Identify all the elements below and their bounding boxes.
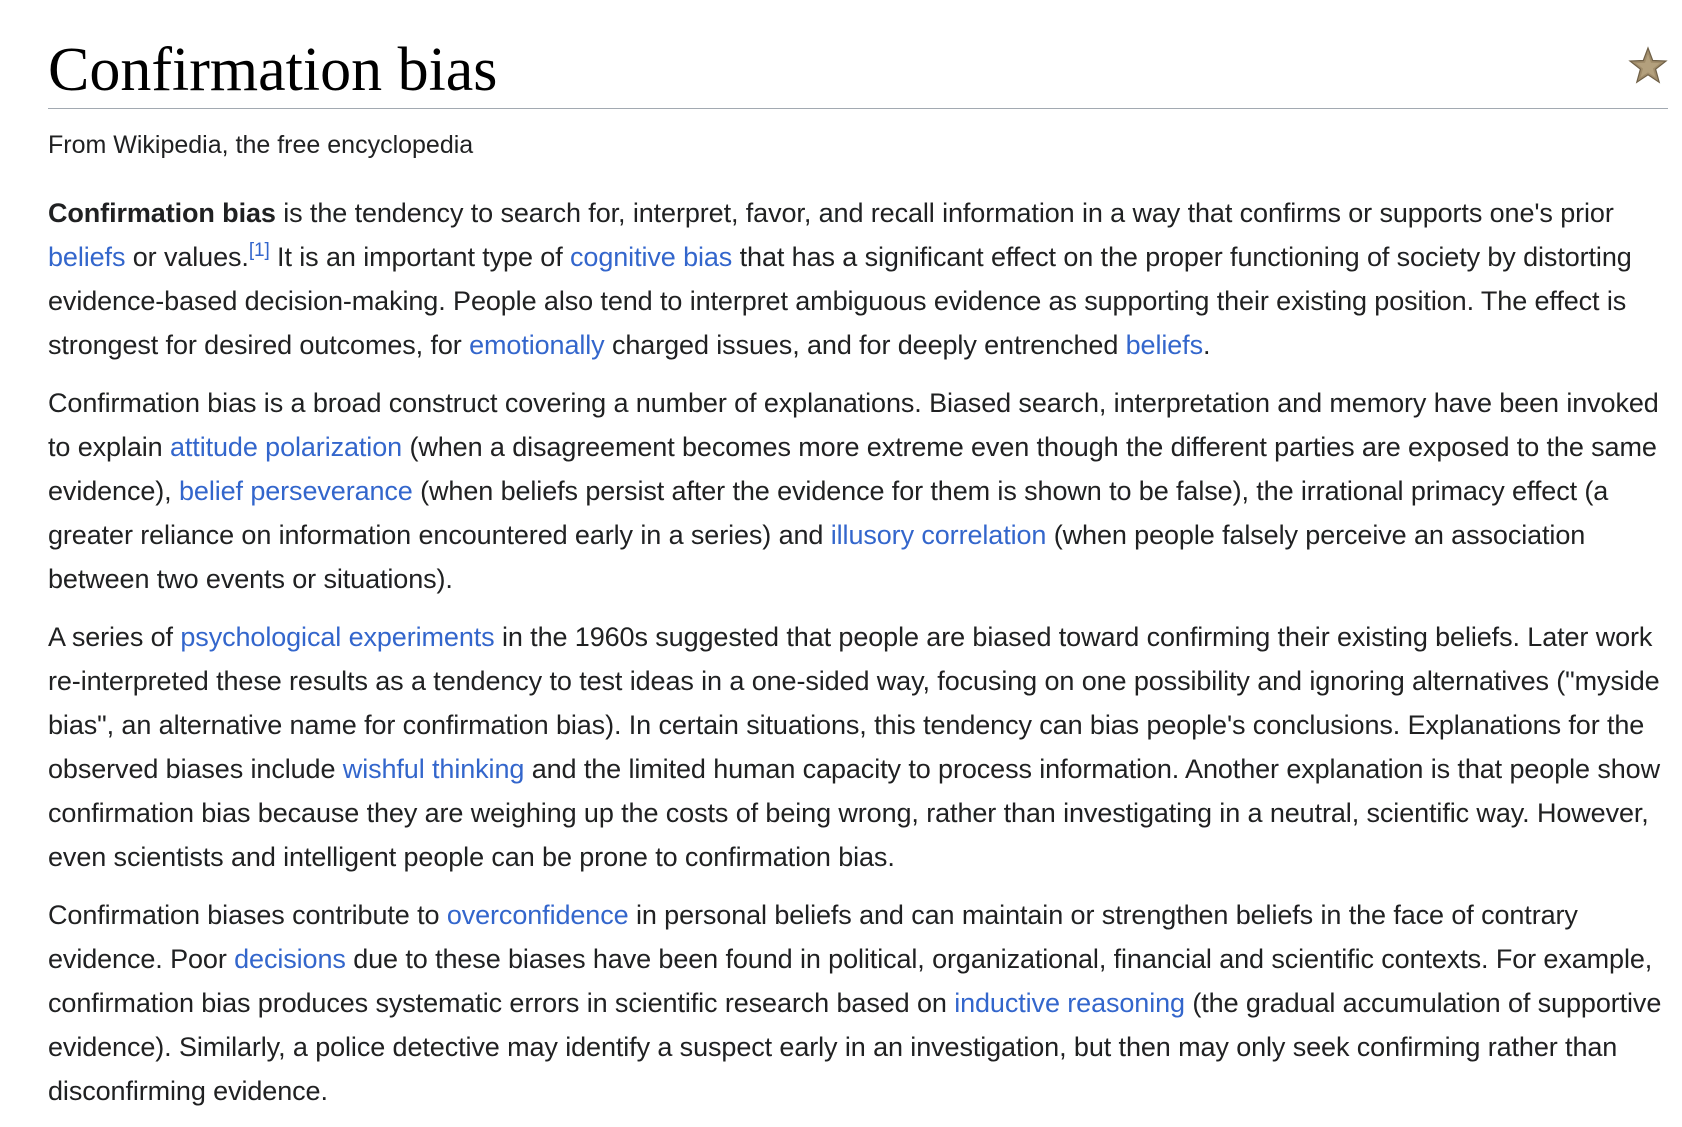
article-body [48, 191, 1668, 1113]
body-text: (when a disagreement becomes more extreme even though the different parties are exposed to the same evidence), [48, 432, 1657, 506]
article-page [48, 0, 1668, 1127]
wiki-link[interactable]: emotionally [469, 330, 605, 360]
body-text: Confirmation biases contribute to [48, 900, 447, 930]
wiki-link[interactable]: illusory correlation [830, 520, 1047, 550]
body-text: or values. [125, 242, 249, 272]
body-text: and the limited human capacity to process information. Another explanation is that people show confirmation bias because they are weighing up the costs of being wrong, rather than investigating in a neutral, scientific way. However, even scientists and intelligent people can be prone to confirmation bias. [48, 754, 1660, 872]
body-text: that has a significant effect on the proper functioning of society by distorting evidence-based decision-making. People also tend to interpret ambiguous evidence as supporting their existing position. The effect is strongest for desired outcomes, for [48, 242, 1632, 360]
wiki-link[interactable]: decisions [234, 944, 346, 974]
wiki-link[interactable]: wishful thinking [342, 754, 525, 784]
body-text: Confirmation bias is a broad construct covering a number of explanations. Biased search, interpretation and memory have been invoked to explain [48, 388, 1659, 462]
paragraph [48, 615, 1668, 879]
body-text: A series of [48, 622, 181, 652]
body-text: (when people falsely perceive an association between two events or situations). [48, 520, 1586, 594]
body-text: (the gradual accumulation of supportive evidence). Similarly, a police detective may identify a suspect early in an investigation, but then may only seek confirming rather than disconfirming evidence. [48, 988, 1662, 1106]
body-text: in personal beliefs and can maintain or strengthen beliefs in the face of contrary evidence. Poor [48, 900, 1578, 974]
wiki-link[interactable]: beliefs [1125, 330, 1203, 360]
wiki-link[interactable]: psychological experiments [180, 622, 495, 652]
paragraph [48, 381, 1668, 601]
citation-link[interactable]: [1] [248, 240, 270, 261]
wiki-link[interactable]: overconfidence [446, 900, 629, 930]
body-text: It is an important type of [269, 242, 571, 272]
wiki-link[interactable]: beliefs [48, 242, 126, 272]
body-text: . [1203, 330, 1211, 360]
wiki-link[interactable]: inductive reasoning [954, 988, 1185, 1018]
wiki-link[interactable]: cognitive bias [570, 242, 733, 272]
body-text: is the tendency to search for, interpret, favor, and recall information in a way that confirms or supports one's prior [275, 198, 1614, 228]
title-row [48, 0, 1668, 109]
paragraph [48, 893, 1668, 1113]
bold-term: Confirmation bias [48, 198, 276, 228]
page-title: Confirmation bias [48, 36, 498, 104]
site-tagline: From Wikipedia, the free encyclopedia [48, 131, 474, 159]
body-text: charged issues, and for deeply entrenched [604, 330, 1126, 360]
body-text: in the 1960s suggested that people are biased toward confirming their existing beliefs. Later work re-interpreted these results as a tendency to test ideas in a one-sided way, focusing on one possibility and ignoring alternatives ("myside bias", an alternative name for confirmation bias). In certain situations, this tendency can bias people's conclusions. Explanations for the observed biases include [48, 622, 1660, 784]
paragraph [48, 191, 1668, 367]
wiki-link[interactable]: attitude polarization [169, 432, 403, 462]
body-text: (when beliefs persist after the evidence for them is shown to be false), the irrational primacy effect (a greater reliance on information encountered early in a series) and [48, 476, 1609, 550]
wiki-link[interactable]: belief perseverance [178, 476, 413, 506]
body-text: due to these biases have been found in political, organizational, financial and scientific contexts. For example, confirmation bias produces systematic errors in scientific research based on [48, 944, 1653, 1018]
featured-star-icon[interactable] [1628, 46, 1668, 86]
